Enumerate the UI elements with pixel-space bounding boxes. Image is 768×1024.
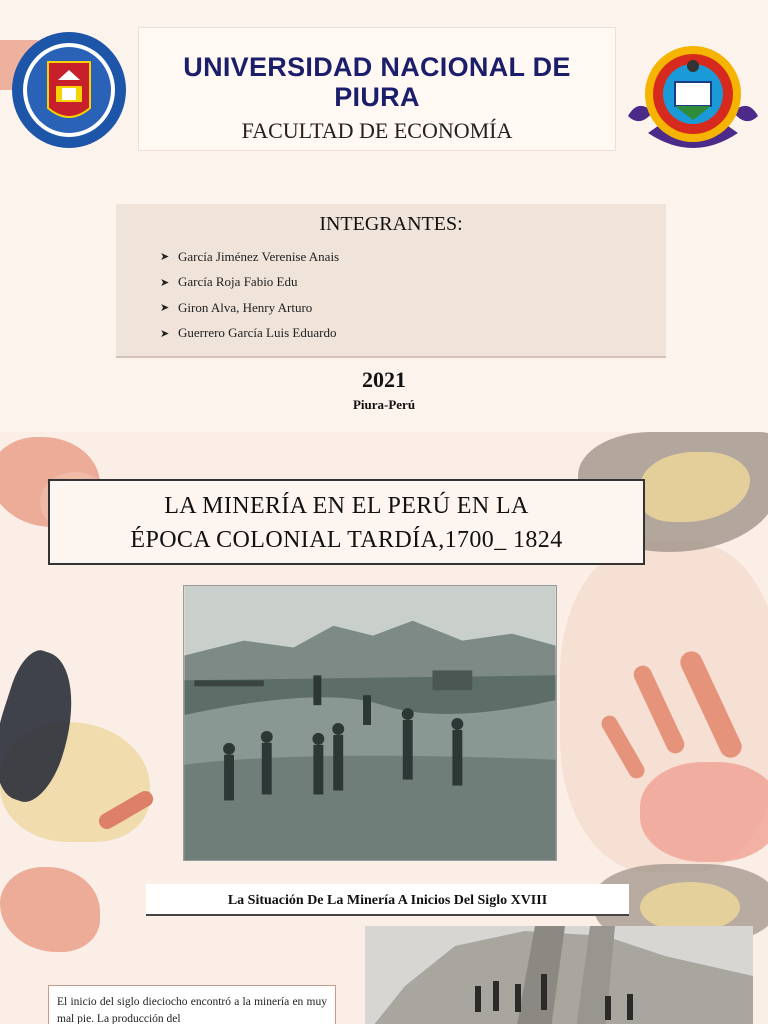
main-title-box [48, 479, 645, 565]
list-item [160, 244, 666, 270]
year: 2021 [362, 367, 406, 392]
content-page [0, 432, 768, 1024]
subtitle-box [146, 884, 629, 916]
members-box [116, 204, 666, 358]
university-logo [10, 30, 128, 150]
arrow-bullet-icon: ➤ [160, 251, 170, 264]
arrow-bullet-icon: ➤ [160, 327, 170, 340]
decorative-shape [0, 867, 100, 952]
members-list [160, 244, 666, 346]
faculty-title: FACULTAD DE ECONOMÍA [241, 118, 513, 143]
member-name: Giron Alva, Henry Arturo [178, 299, 313, 315]
university-title: UNIVERSIDAD NACIONAL DE PIURA [183, 52, 571, 112]
decorative-shape [640, 882, 740, 932]
member-name: Guerrero García Luis Eduardo [178, 325, 337, 341]
main-title-line1: LA MINERÍA EN EL PERÚ EN LA [164, 493, 529, 519]
list-item [160, 270, 666, 296]
section-subtitle: La Situación De La Minería A Inicios Del Siglo XVIII [227, 893, 548, 908]
cover-page [0, 0, 768, 432]
members-title: INTEGRANTES: [319, 213, 463, 235]
header-box [138, 27, 616, 151]
main-title-line2: ÉPOCA COLONIAL TARDÍA,1700_ 1824 [130, 527, 563, 553]
member-name: García Roja Fabio Edu [178, 274, 298, 290]
decorative-shape [640, 762, 768, 862]
arrow-bullet-icon: ➤ [160, 302, 170, 315]
list-item [160, 295, 666, 321]
main-title [50, 489, 643, 557]
body-text-box [48, 985, 336, 1024]
body-text: El inicio del siglo dieciocho encontró a la minería en muy mal pie. La producción del [57, 996, 327, 1024]
mine-photo [365, 926, 753, 1024]
list-item [160, 321, 666, 347]
mining-illustration [183, 585, 557, 861]
member-name: García Jiménez Verenise Anais [178, 248, 340, 264]
arrow-bullet-icon: ➤ [160, 276, 170, 289]
faculty-logo [628, 38, 758, 158]
place: Piura-Perú [352, 397, 416, 412]
